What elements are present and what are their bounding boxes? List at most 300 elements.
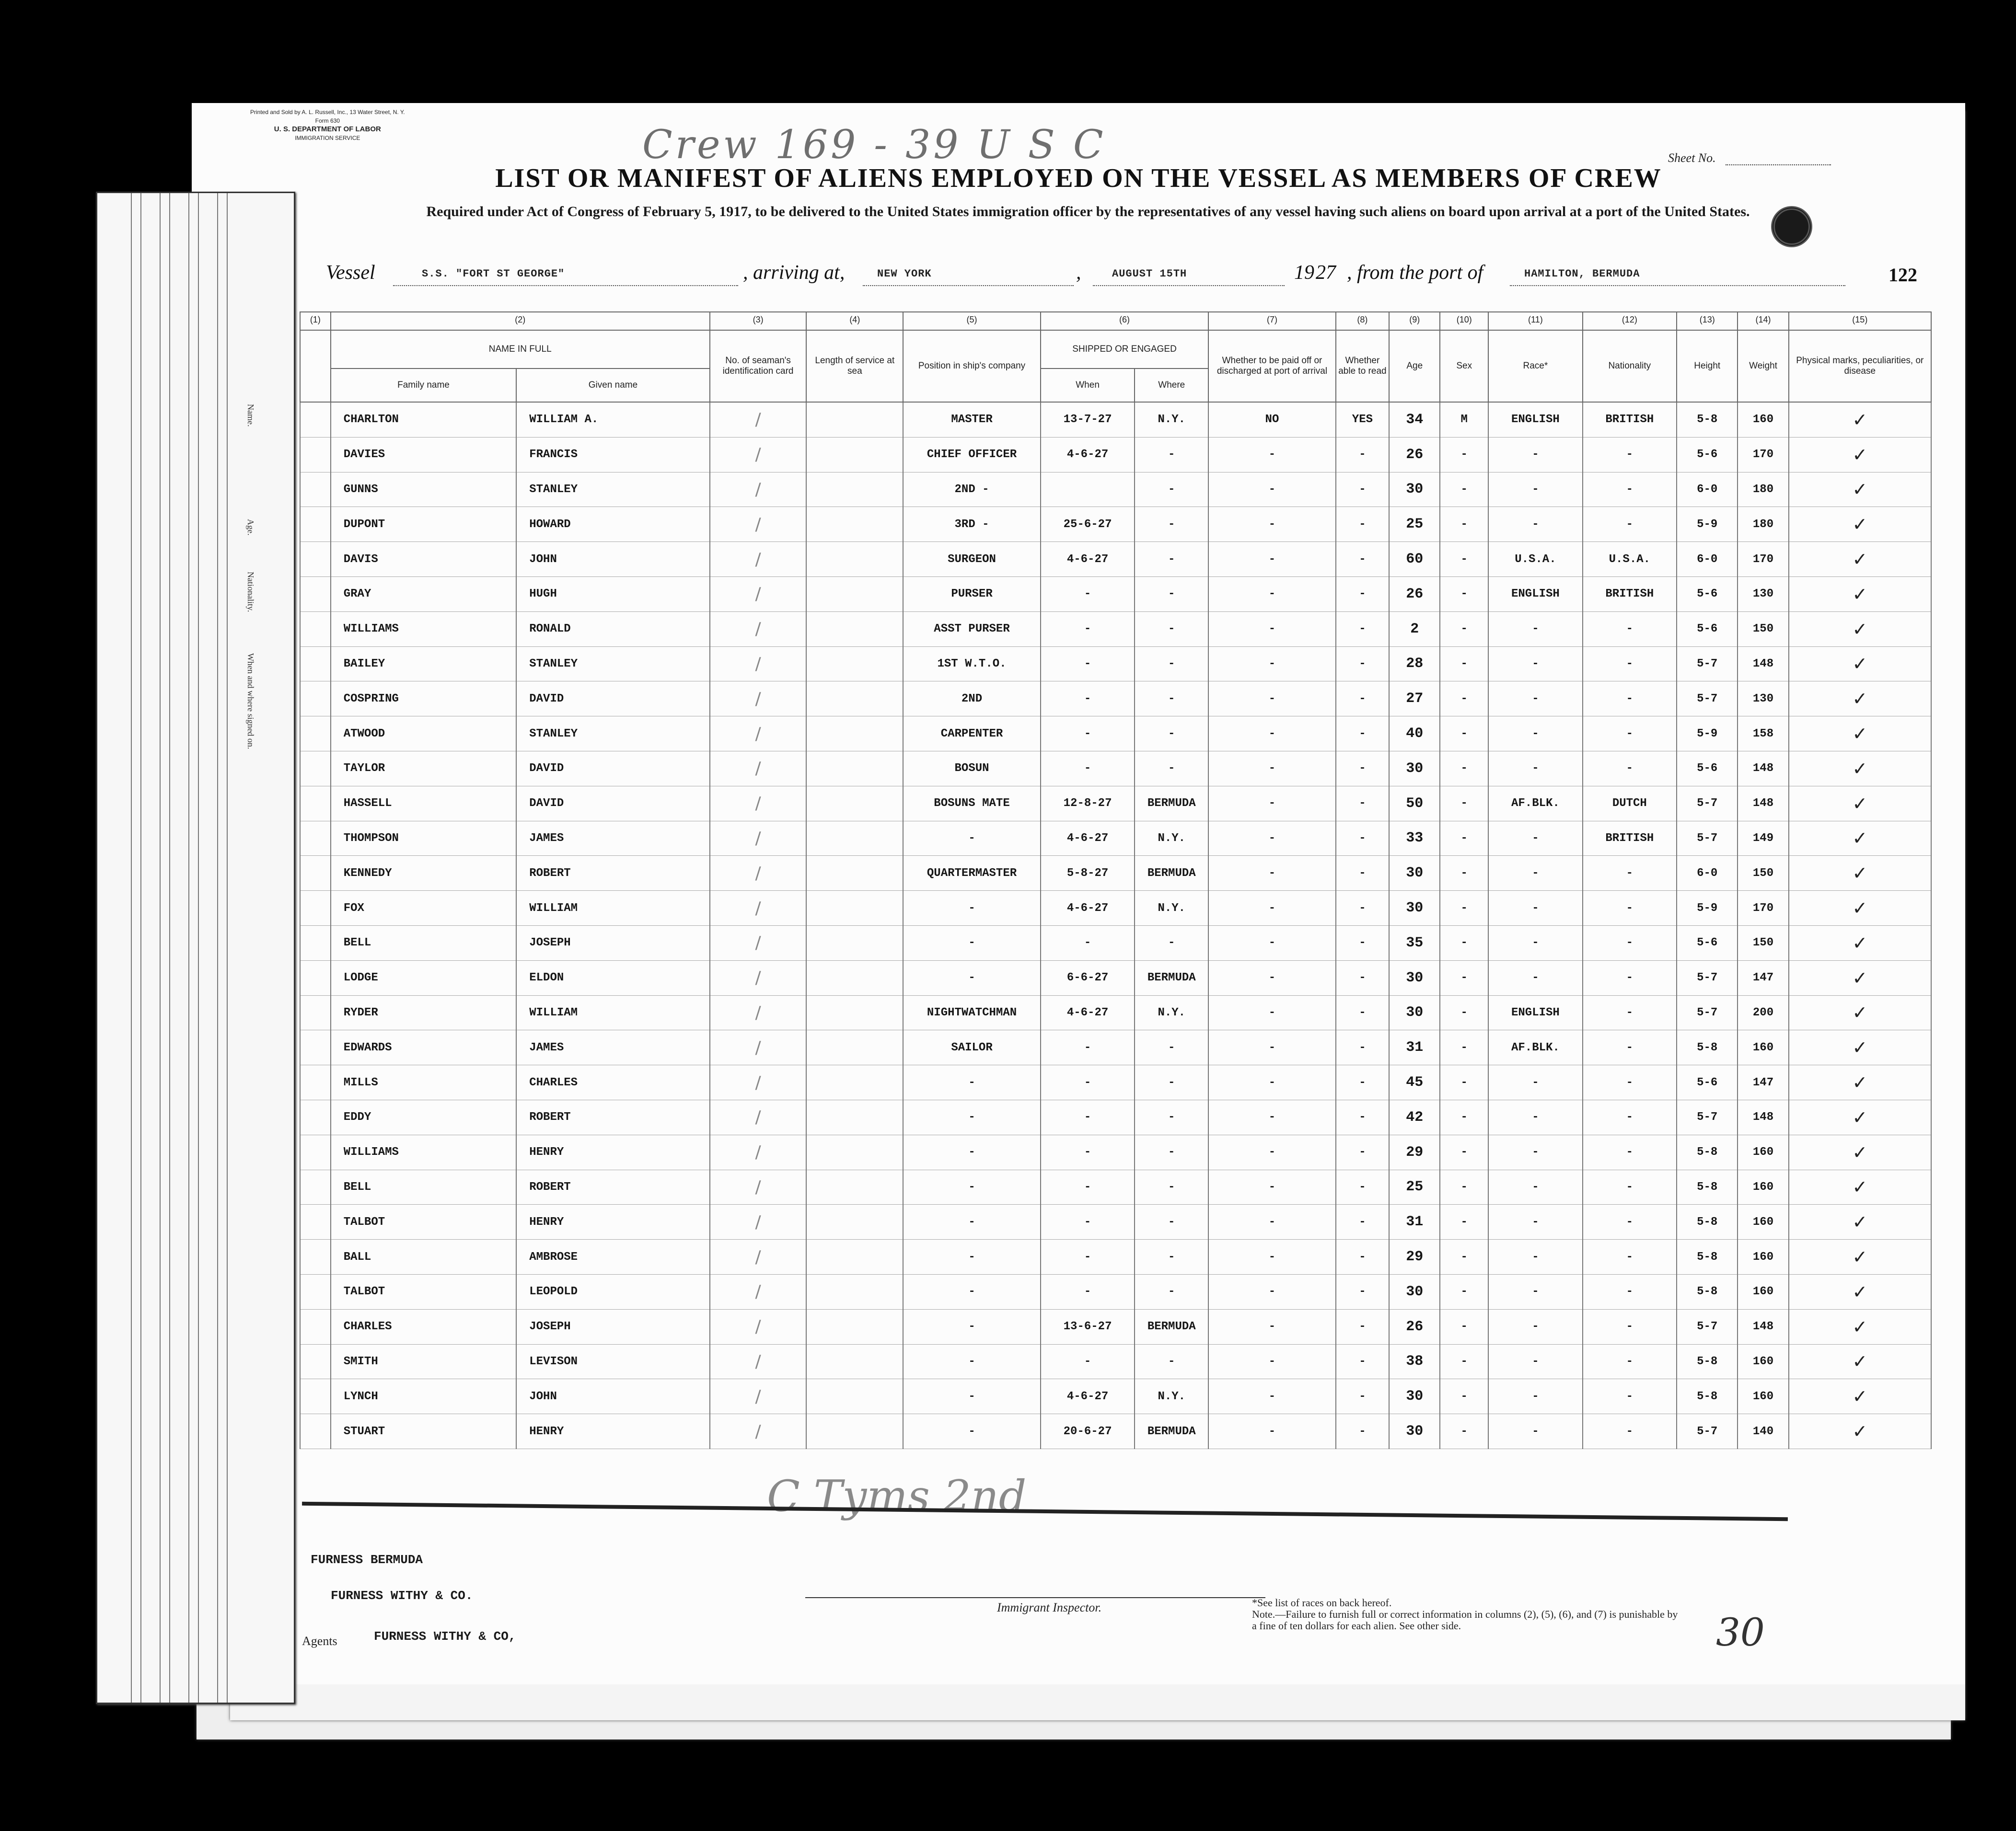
position-cell: 2ND - — [903, 472, 1041, 507]
able-to-read-cell: - — [1336, 507, 1389, 542]
able-to-read-cell: - — [1336, 1030, 1389, 1065]
id-card-cell: / — [710, 1170, 807, 1205]
able-to-read-cell: - — [1336, 472, 1389, 507]
given-name-cell: WILLIAM — [516, 995, 709, 1030]
name-in-full-header: NAME IN FULL — [331, 330, 710, 369]
able-to-read-cell: - — [1336, 1100, 1389, 1135]
given-name-cell: AMBROSE — [516, 1240, 709, 1275]
position-cell: - — [903, 1414, 1041, 1449]
table-row — [300, 681, 1931, 716]
given-name-cell: HENRY — [516, 1135, 709, 1170]
physical-marks-cell: ✓ — [1789, 507, 1931, 542]
row-margin-cell — [300, 1065, 331, 1100]
sex-cell: - — [1440, 507, 1488, 542]
physical-marks-cell: ✓ — [1789, 1205, 1931, 1240]
height-cell: 5-8 — [1677, 1205, 1738, 1240]
paid-off-header: Whether to be paid off or discharged at port of arrival — [1208, 330, 1335, 402]
length-service-cell — [806, 1309, 903, 1344]
table-row — [300, 995, 1931, 1030]
table-row — [300, 1135, 1931, 1170]
nationality-cell: BRITISH — [1583, 402, 1677, 437]
physical-marks-cell: ✓ — [1789, 751, 1931, 786]
from-port-label: , from the port of — [1347, 262, 1483, 284]
shipped-when-cell: - — [1041, 1274, 1135, 1309]
id-card-cell: / — [710, 402, 807, 437]
column-number-row: (1) (2) (3) (4) (5) (6) (7) (8) (9) (10) (11) (12) (13) (14) (15) — [300, 312, 1931, 330]
nationality-header: Nationality — [1583, 330, 1677, 402]
physical-marks-cell: ✓ — [1789, 786, 1931, 821]
page-number: 122 — [1889, 264, 1917, 286]
able-to-read-cell: - — [1336, 542, 1389, 577]
nationality-cell: U.S.A. — [1583, 542, 1677, 577]
length-service-cell — [806, 1170, 903, 1205]
shipped-when-cell: - — [1041, 681, 1135, 716]
column-header-row — [300, 330, 1931, 369]
physical-marks-cell: ✓ — [1789, 1379, 1931, 1414]
table-row — [300, 1414, 1931, 1449]
height-cell: 5-6 — [1677, 751, 1738, 786]
table-row — [300, 542, 1931, 577]
table-row — [300, 1065, 1931, 1100]
weight-cell: 130 — [1738, 576, 1788, 611]
agents-name: FURNESS WITHY & CO, — [374, 1629, 516, 1644]
shipped-where-cell: - — [1135, 611, 1208, 646]
id-card-cell: / — [710, 995, 807, 1030]
height-cell: 5-7 — [1677, 646, 1738, 681]
paid-off-cell: - — [1208, 1344, 1335, 1379]
nationality-cell: - — [1583, 437, 1677, 472]
row-margin-cell — [300, 716, 331, 751]
race-cell: - — [1488, 681, 1582, 716]
paid-off-cell: - — [1208, 542, 1335, 577]
shipped-where-cell: N.Y. — [1135, 821, 1208, 856]
table-row — [300, 576, 1931, 611]
shipped-when-cell: - — [1041, 1100, 1135, 1135]
able-to-read-cell: - — [1336, 1344, 1389, 1379]
race-cell: - — [1488, 716, 1582, 751]
physical-marks-cell: ✓ — [1789, 646, 1931, 681]
sex-cell: - — [1440, 1309, 1488, 1344]
physical-marks-cell: ✓ — [1789, 1065, 1931, 1100]
position-cell: 1ST W.T.O. — [903, 646, 1041, 681]
sex-cell: - — [1440, 1379, 1488, 1414]
nationality-cell: - — [1583, 1240, 1677, 1275]
sex-cell: - — [1440, 437, 1488, 472]
shipped-when-cell: 13-7-27 — [1041, 402, 1135, 437]
shipped-when-cell: 4-6-27 — [1041, 1379, 1135, 1414]
paid-off-cell: - — [1208, 716, 1335, 751]
paid-off-cell: - — [1208, 1100, 1335, 1135]
table-row — [300, 1030, 1931, 1065]
owner-name: FURNESS BERMUDA — [311, 1553, 423, 1567]
given-name-cell: JOHN — [516, 542, 709, 577]
shipped-when-cell: - — [1041, 1170, 1135, 1205]
arriving-port: NEW YORK — [877, 268, 932, 280]
row-margin-cell — [300, 542, 331, 577]
row-margin-cell — [300, 1414, 331, 1449]
family-name-cell: GUNNS — [331, 472, 517, 507]
table-row — [300, 1344, 1931, 1379]
nationality-cell: DUTCH — [1583, 786, 1677, 821]
id-card-cell: / — [710, 1344, 807, 1379]
height-cell: 5-7 — [1677, 995, 1738, 1030]
id-card-cell: / — [710, 1379, 807, 1414]
weight-cell: 160 — [1738, 1030, 1788, 1065]
sex-cell: - — [1440, 542, 1488, 577]
race-cell: AF.BLK. — [1488, 1030, 1582, 1065]
height-cell: 5-7 — [1677, 1100, 1738, 1135]
height-cell: 5-6 — [1677, 925, 1738, 960]
sex-cell: - — [1440, 576, 1488, 611]
family-name-cell: EDDY — [331, 1100, 517, 1135]
able-to-read-cell: - — [1336, 1309, 1389, 1344]
weight-cell: 147 — [1738, 1065, 1788, 1100]
height-cell: 5-8 — [1677, 1379, 1738, 1414]
row-margin-cell — [300, 786, 331, 821]
length-service-cell — [806, 1065, 903, 1100]
physical-marks-cell: ✓ — [1789, 576, 1931, 611]
table-row — [300, 611, 1931, 646]
handwritten-page-number: 30 — [1716, 1610, 1765, 1655]
physical-marks-cell: ✓ — [1789, 716, 1931, 751]
shipped-where-cell: N.Y. — [1135, 402, 1208, 437]
handwritten-reference: Crew 169 - 39 U S C — [642, 122, 1106, 168]
given-name-cell: JAMES — [516, 1030, 709, 1065]
sex-cell: - — [1440, 1205, 1488, 1240]
age-cell: 30 — [1389, 960, 1440, 995]
paid-off-cell: - — [1208, 507, 1335, 542]
height-cell: 5-8 — [1677, 1240, 1738, 1275]
given-name-cell: WILLIAM A. — [516, 402, 709, 437]
shipped-where-cell: - — [1135, 1135, 1208, 1170]
age-cell: 30 — [1389, 472, 1440, 507]
weight-cell: 160 — [1738, 1205, 1788, 1240]
able-to-read-cell: - — [1336, 995, 1389, 1030]
row-margin-cell — [300, 1274, 331, 1309]
footnotes — [1252, 1597, 1683, 1632]
age-cell: 26 — [1389, 576, 1440, 611]
physical-marks-cell: ✓ — [1789, 891, 1931, 926]
race-cell: - — [1488, 1309, 1582, 1344]
shipped-when-cell: - — [1041, 1065, 1135, 1100]
table-row — [300, 1170, 1931, 1205]
age-cell: 29 — [1389, 1240, 1440, 1275]
height-cell: 5-7 — [1677, 821, 1738, 856]
height-cell: 5-9 — [1677, 507, 1738, 542]
nationality-cell: - — [1583, 1030, 1677, 1065]
family-name-cell: BELL — [331, 925, 517, 960]
department-label: U. S. DEPARTMENT OF LABOR — [274, 125, 381, 133]
position-header: Position in ship's company — [903, 330, 1041, 402]
table-row — [300, 646, 1931, 681]
row-margin-cell — [300, 1379, 331, 1414]
given-name-cell: LEVISON — [516, 1344, 709, 1379]
shipped-when-cell: - — [1041, 751, 1135, 786]
physical-marks-cell: ✓ — [1789, 1309, 1931, 1344]
crew-manifest-table — [300, 311, 1932, 1449]
id-card-cell: / — [710, 960, 807, 995]
position-cell: - — [903, 1274, 1041, 1309]
id-card-cell: / — [710, 576, 807, 611]
able-to-read-cell: - — [1336, 925, 1389, 960]
physical-marks-cell: ✓ — [1789, 1100, 1931, 1135]
age-cell: 25 — [1389, 507, 1440, 542]
shipped-when-cell: - — [1041, 1030, 1135, 1065]
closing-rule — [302, 1502, 1788, 1521]
row-margin-cell — [300, 611, 331, 646]
table-row — [300, 402, 1931, 437]
table-row — [300, 1240, 1931, 1275]
paid-off-cell: - — [1208, 786, 1335, 821]
inspector-signature-line — [805, 1597, 1265, 1598]
height-cell: 5-8 — [1677, 1170, 1738, 1205]
position-cell: CHIEF OFFICER — [903, 437, 1041, 472]
id-card-cell: / — [710, 751, 807, 786]
position-cell: SAILOR — [903, 1030, 1041, 1065]
printer-imprint: Printed and Sold by A. L. Russell, Inc., 13 Water Street, N. Y. Form 630 U. S. DEPARTMENT OF LABOR IMMIGRATION SERVICE — [250, 109, 405, 141]
manifest-page — [192, 103, 1965, 1684]
age-cell: 30 — [1389, 1414, 1440, 1449]
race-cell: ENGLISH — [1488, 402, 1582, 437]
table-row — [300, 1379, 1931, 1414]
height-cell: 5-7 — [1677, 786, 1738, 821]
position-cell: NIGHTWATCHMAN — [903, 995, 1041, 1030]
family-name-cell: TALBOT — [331, 1205, 517, 1240]
table-row — [300, 1100, 1931, 1135]
shipped-engaged-header: SHIPPED OR ENGAGED — [1041, 330, 1208, 369]
weight-cell: 148 — [1738, 751, 1788, 786]
length-service-cell — [806, 611, 903, 646]
nationality-cell: - — [1583, 1309, 1677, 1344]
table-row — [300, 437, 1931, 472]
vessel-name: S.S. "FORT ST GEORGE" — [422, 268, 565, 280]
shipped-when-cell: - — [1041, 925, 1135, 960]
family-name-cell: LYNCH — [331, 1379, 517, 1414]
shipped-when-cell: 20-6-27 — [1041, 1414, 1135, 1449]
paid-off-cell: - — [1208, 821, 1335, 856]
shipped-when-cell: - — [1041, 716, 1135, 751]
given-name-cell: JOHN — [516, 1379, 709, 1414]
nationality-cell: - — [1583, 925, 1677, 960]
race-cell: - — [1488, 611, 1582, 646]
height-cell: 5-8 — [1677, 1344, 1738, 1379]
position-cell: - — [903, 1100, 1041, 1135]
sex-cell: - — [1440, 995, 1488, 1030]
given-name-cell: WILLIAM — [516, 891, 709, 926]
sex-cell: - — [1440, 646, 1488, 681]
sex-cell: - — [1440, 1100, 1488, 1135]
length-service-cell — [806, 821, 903, 856]
physical-marks-cell: ✓ — [1789, 821, 1931, 856]
able-to-read-cell: - — [1336, 437, 1389, 472]
table-row — [300, 786, 1931, 821]
race-cell: - — [1488, 891, 1582, 926]
family-name-cell: HASSELL — [331, 786, 517, 821]
family-name-cell: TALBOT — [331, 1274, 517, 1309]
position-cell: BOSUNS MATE — [903, 786, 1041, 821]
able-to-read-cell: - — [1336, 751, 1389, 786]
sex-cell: - — [1440, 1414, 1488, 1449]
paid-off-cell: - — [1208, 1065, 1335, 1100]
year-value: 27 — [1316, 262, 1336, 284]
table-row — [300, 960, 1931, 995]
race-cell: - — [1488, 1065, 1582, 1100]
age-cell: 30 — [1389, 1379, 1440, 1414]
family-name-cell: DAVIS — [331, 542, 517, 577]
length-service-cell — [806, 576, 903, 611]
sex-cell: - — [1440, 681, 1488, 716]
height-cell: 6-0 — [1677, 856, 1738, 891]
sex-cell: - — [1440, 856, 1488, 891]
nationality-cell: - — [1583, 611, 1677, 646]
height-cell: 5-9 — [1677, 891, 1738, 926]
age-cell: 34 — [1389, 402, 1440, 437]
table-row — [300, 925, 1931, 960]
weight-cell: 130 — [1738, 681, 1788, 716]
row-margin-cell — [300, 472, 331, 507]
length-service-cell — [806, 1344, 903, 1379]
height-cell: 5-6 — [1677, 611, 1738, 646]
position-cell: - — [903, 960, 1041, 995]
table-row — [300, 1309, 1931, 1344]
nationality-cell: - — [1583, 960, 1677, 995]
given-name-cell: STANLEY — [516, 716, 709, 751]
length-service-cell — [806, 1030, 903, 1065]
shipped-where-cell: - — [1135, 751, 1208, 786]
family-name-cell: BALL — [331, 1240, 517, 1275]
year-label: 19 — [1294, 262, 1314, 284]
physical-marks-cell: ✓ — [1789, 1170, 1931, 1205]
family-name-cell: DUPONT — [331, 507, 517, 542]
paid-off-cell: - — [1208, 576, 1335, 611]
shipped-where-cell: - — [1135, 437, 1208, 472]
age-cell: 42 — [1389, 1100, 1440, 1135]
given-name-cell: JOSEPH — [516, 925, 709, 960]
family-name-cell: BELL — [331, 1170, 517, 1205]
length-service-cell — [806, 925, 903, 960]
shipped-where-cell: - — [1135, 507, 1208, 542]
nationality-cell: BRITISH — [1583, 821, 1677, 856]
family-name-header: Family name — [331, 369, 517, 402]
physical-marks-cell: ✓ — [1789, 1030, 1931, 1065]
arriving-label: , arriving at, — [743, 262, 845, 284]
length-service-cell — [806, 402, 903, 437]
shipped-where-cell: - — [1135, 681, 1208, 716]
service-label: IMMIGRATION SERVICE — [295, 135, 360, 141]
paid-off-cell: - — [1208, 1030, 1335, 1065]
shipped-where-cell: - — [1135, 576, 1208, 611]
row-margin-cell — [300, 1240, 331, 1275]
table-row — [300, 821, 1931, 856]
physical-marks-cell: ✓ — [1789, 681, 1931, 716]
given-name-cell: DAVID — [516, 681, 709, 716]
height-cell: 5-6 — [1677, 437, 1738, 472]
id-card-cell: / — [710, 1309, 807, 1344]
page-subtitle: Required under Act of Congress of February 5, 1917, to be delivered to the United States immigration officer by the representatives of any vessel having such aliens on board upon arrival at a port of the United States. — [426, 204, 1750, 219]
shipped-when-cell: 6-6-27 — [1041, 960, 1135, 995]
race-cell: - — [1488, 646, 1582, 681]
family-name-cell: GRAY — [331, 576, 517, 611]
family-name-cell: STUART — [331, 1414, 517, 1449]
given-name-cell: JOSEPH — [516, 1309, 709, 1344]
row-margin-cell — [300, 1170, 331, 1205]
sex-cell: - — [1440, 786, 1488, 821]
paid-off-cell: - — [1208, 1414, 1335, 1449]
position-cell: SURGEON — [903, 542, 1041, 577]
position-cell: - — [903, 1205, 1041, 1240]
able-to-read-cell: YES — [1336, 402, 1389, 437]
paid-off-cell: - — [1208, 646, 1335, 681]
paid-off-cell: NO — [1208, 402, 1335, 437]
row-margin-cell — [300, 821, 331, 856]
row-margin-cell — [300, 1309, 331, 1344]
id-card-cell: / — [710, 542, 807, 577]
able-to-read-header: Whether able to read — [1336, 330, 1389, 402]
id-card-cell: / — [710, 1100, 807, 1135]
shipped-where-cell: - — [1135, 1344, 1208, 1379]
family-name-cell: THOMPSON — [331, 821, 517, 856]
family-name-cell: KENNEDY — [331, 856, 517, 891]
row-margin-cell — [300, 402, 331, 437]
weight-cell: 148 — [1738, 1309, 1788, 1344]
able-to-read-cell: - — [1336, 576, 1389, 611]
paid-off-cell: - — [1208, 995, 1335, 1030]
height-cell: 5-8 — [1677, 1274, 1738, 1309]
nationality-cell: - — [1583, 681, 1677, 716]
row-margin-cell — [300, 437, 331, 472]
able-to-read-cell: - — [1336, 646, 1389, 681]
nationality-cell: - — [1583, 891, 1677, 926]
given-name-cell: DAVID — [516, 751, 709, 786]
shipped-where-cell: - — [1135, 1065, 1208, 1100]
physical-marks-cell: ✓ — [1789, 856, 1931, 891]
weight-cell: 150 — [1738, 611, 1788, 646]
family-name-cell: WILLIAMS — [331, 1135, 517, 1170]
physical-marks-cell: ✓ — [1789, 1344, 1931, 1379]
paid-off-cell: - — [1208, 1170, 1335, 1205]
table-row — [300, 716, 1931, 751]
race-cell: - — [1488, 472, 1582, 507]
race-cell: - — [1488, 1240, 1582, 1275]
weight-cell: 170 — [1738, 891, 1788, 926]
age-cell: 29 — [1389, 1135, 1440, 1170]
crew-rows — [300, 402, 1931, 1449]
paid-off-cell: - — [1208, 437, 1335, 472]
length-service-cell — [806, 1100, 903, 1135]
race-cell: - — [1488, 1379, 1582, 1414]
length-service-cell — [806, 1274, 903, 1309]
shipped-where-cell: - — [1135, 925, 1208, 960]
physical-marks-cell: ✓ — [1789, 611, 1931, 646]
nationality-cell: - — [1583, 716, 1677, 751]
age-header: Age — [1389, 330, 1440, 402]
table-row — [300, 856, 1931, 891]
row-margin-cell — [300, 681, 331, 716]
family-name-cell: BAILEY — [331, 646, 517, 681]
sex-cell: - — [1440, 1135, 1488, 1170]
given-name-cell: HENRY — [516, 1414, 709, 1449]
given-name-cell: HENRY — [516, 1205, 709, 1240]
shipped-where-cell: - — [1135, 1170, 1208, 1205]
position-cell: - — [903, 1170, 1041, 1205]
tab-label-name: Name. — [246, 404, 255, 427]
ledger-index-tab — [96, 192, 295, 1704]
length-service-cell — [806, 1414, 903, 1449]
nationality-cell: - — [1583, 646, 1677, 681]
shipped-where-cell: - — [1135, 1100, 1208, 1135]
shipped-where-cell: N.Y. — [1135, 891, 1208, 926]
shipped-where-cell: BERMUDA — [1135, 1414, 1208, 1449]
